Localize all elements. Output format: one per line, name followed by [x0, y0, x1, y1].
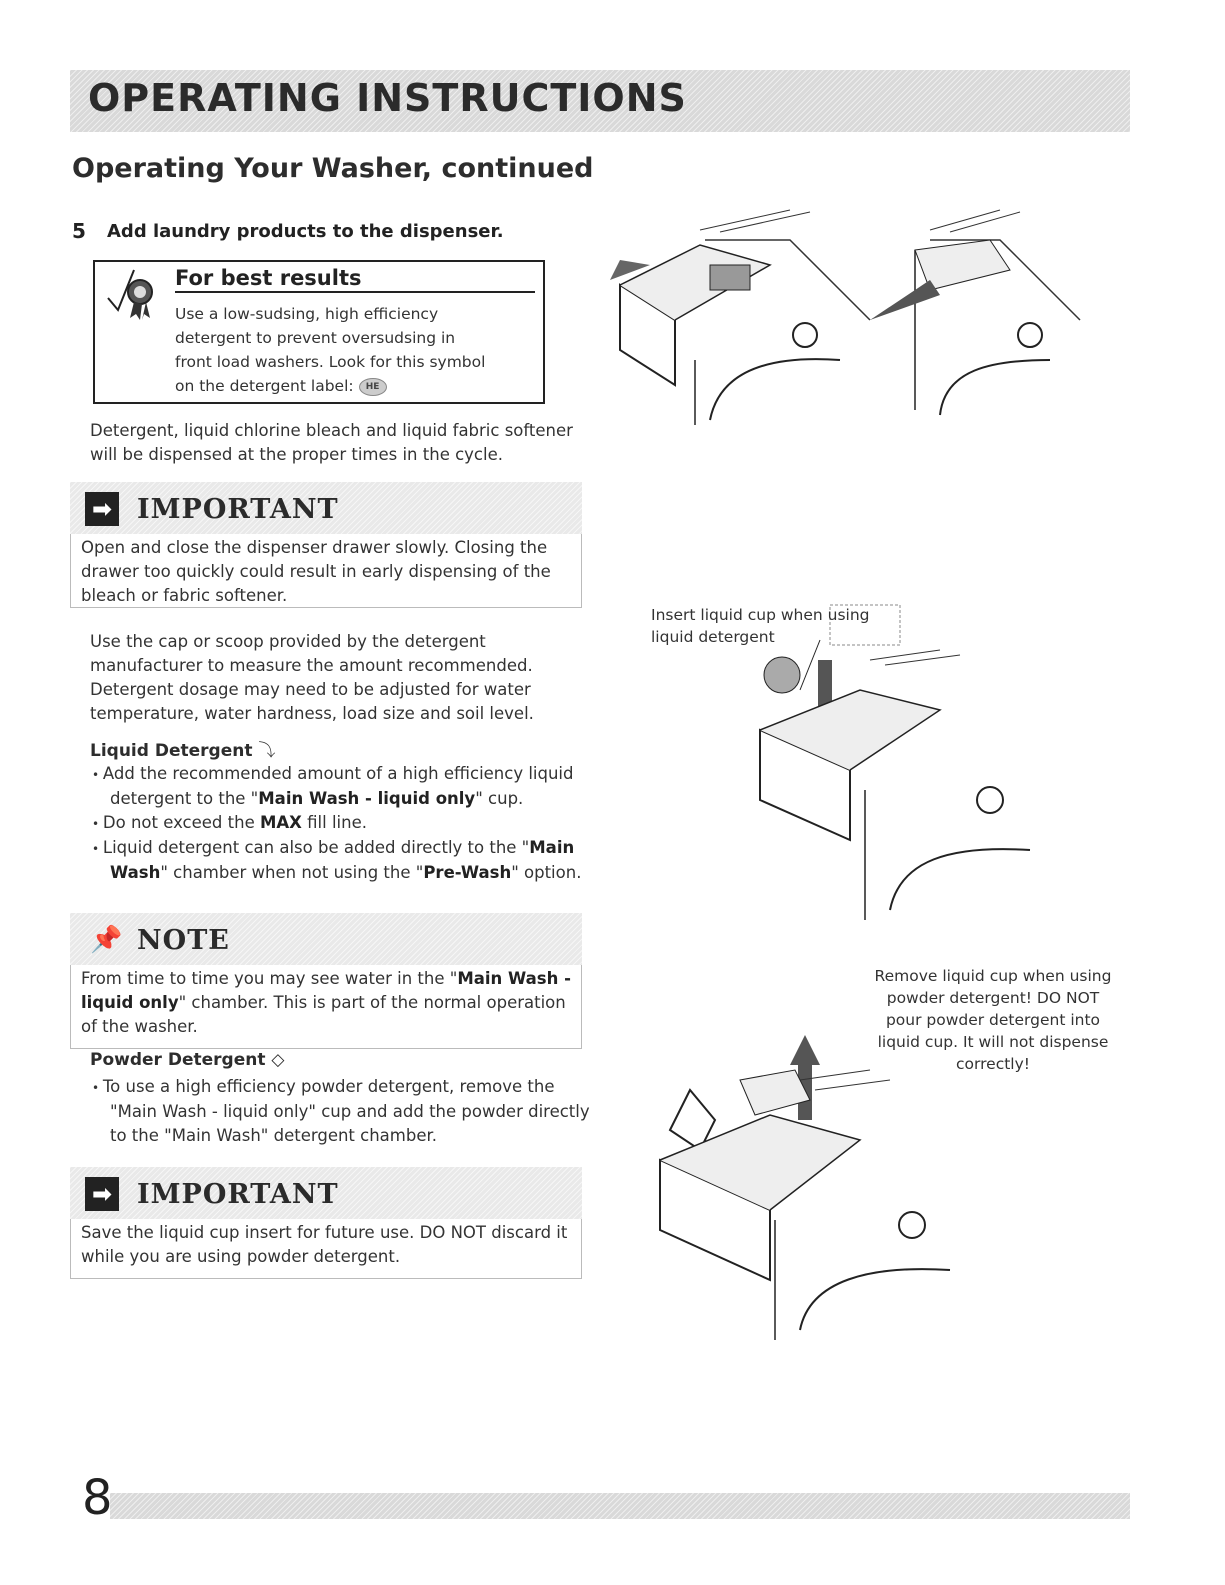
list-item: • To use a high efficiency powder detergent, remove the "Main Wash - liquid only" cup and add the powder directly to the "Main Wash" detergent chamber.	[92, 1075, 592, 1148]
pushpin-icon: 📌	[90, 925, 123, 955]
best-results-line: Use a low-sudsing, high efficiency	[175, 305, 439, 323]
list-item	[92, 811, 592, 836]
liquid-pour-icon: ⤵	[258, 741, 276, 761]
item-text: " option.	[511, 863, 582, 882]
page-number: 8	[82, 1470, 113, 1526]
powder-detergent-list	[92, 1075, 592, 1148]
important-title: IMPORTANT	[137, 1179, 339, 1210]
best-results-line: front load washers. Look for this symbol	[175, 353, 486, 371]
liquid-detergent-heading	[90, 736, 275, 761]
step-number: 5	[72, 219, 86, 243]
item-bold: Pre-Wash	[423, 863, 512, 882]
note-text: " chamber. This is part of the normal operation of the washer.	[81, 993, 566, 1036]
item-bold: Main Wash - liquid only	[258, 789, 476, 808]
item-text: " cup.	[475, 789, 524, 808]
item-bold: Main Wash	[110, 838, 575, 882]
cap-paragraph: Use the cap or scoop provided by the detergent manufacturer to measure the amount recommended. Detergent dosage may need to be adjusted for water temperature, water hardness, load size and soil level.	[90, 632, 534, 723]
item-text: Liquid detergent can also be added directly to the "	[102, 838, 530, 857]
note-body	[70, 965, 582, 1049]
powder-heading-text: Powder Detergent	[90, 1050, 266, 1070]
drawer-close-illustration	[870, 210, 1090, 430]
note-text: From time to time you may see water in the "	[81, 969, 458, 988]
item-text: " chamber when not using the "	[160, 863, 424, 882]
liquid-detergent-list	[92, 762, 592, 885]
important-title: IMPORTANT	[137, 494, 339, 525]
drawer-open-illustration	[610, 210, 880, 430]
remove-cup-caption: Remove liquid cup when using powder detergent! DO NOT pour powder detergent into liquid cup. It will not dispense correctly!	[874, 967, 1112, 1073]
step-text: Add laundry products to the dispenser.	[107, 221, 504, 242]
he-symbol-icon: HE	[359, 378, 387, 396]
liquid-heading-text: Liquid Detergent	[90, 741, 253, 761]
best-results-title: For best results	[175, 266, 535, 293]
best-results-line-text: on the detergent label:	[175, 377, 354, 395]
section-subtitle: Operating Your Washer, continued	[72, 153, 594, 184]
important-body: Open and close the dispenser drawer slowly. Closing the drawer too quickly could result in early dispensing of the bleach or fabric softener.	[70, 534, 582, 608]
powder-detergent-heading	[90, 1050, 284, 1070]
important-body: Save the liquid cup insert for future use. DO NOT discard it while you are using powder detergent.	[70, 1219, 582, 1279]
insert-cup-caption: Insert liquid cup when using liquid detergent	[651, 606, 870, 646]
list-item	[92, 836, 592, 885]
page-header-title: OPERATING INSTRUCTIONS	[88, 76, 687, 120]
arrow-right-icon: ➡	[85, 492, 119, 526]
detergent-paragraph: Detergent, liquid chlorine bleach and liquid fabric softener will be dispensed at the proper times in the cycle.	[90, 421, 573, 464]
item-bold: MAX	[259, 813, 302, 832]
powder-scoop-icon: ◇	[271, 1050, 285, 1070]
best-results-line: detergent to prevent oversudsing in	[175, 329, 456, 347]
best-results-line	[175, 374, 535, 398]
item-text: Add the recommended amount of a high efficiency liquid detergent to the "	[102, 764, 574, 808]
list-item	[92, 762, 592, 811]
best-results-body	[175, 302, 535, 398]
arrow-right-icon: ➡	[85, 1177, 119, 1211]
award-ribbon-icon	[100, 262, 170, 332]
item-text: Do not exceed the	[102, 813, 260, 832]
footer-band	[110, 1493, 1130, 1519]
item-text: fill line.	[301, 813, 367, 832]
note-bold: Main Wash - liquid only	[81, 969, 571, 1012]
note-title: NOTE	[137, 925, 230, 956]
